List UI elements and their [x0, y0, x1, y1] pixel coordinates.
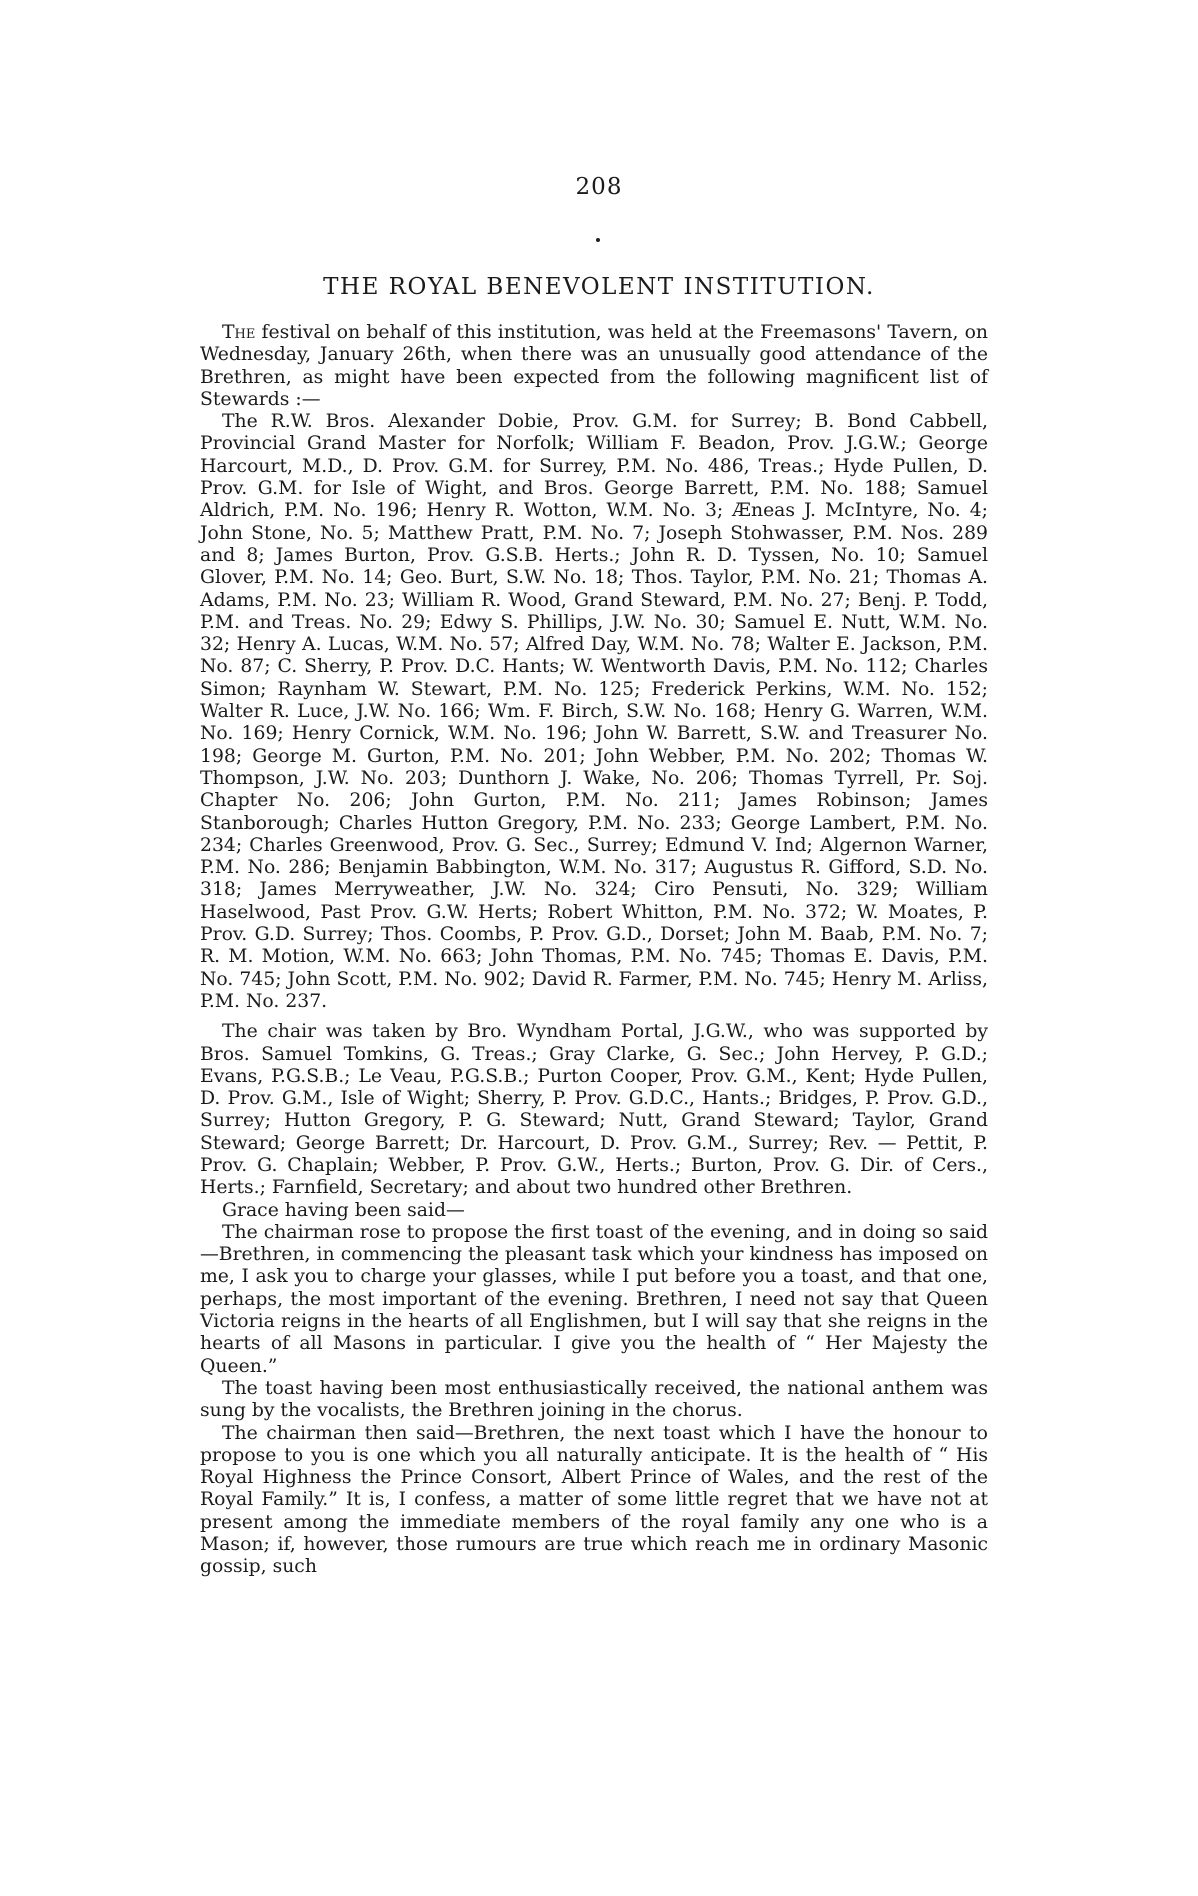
- paragraph: Grace having been said—: [222, 1199, 465, 1221]
- paragraph: The chair was taken by Bro. Wyndham Portal, J.G.W., who was supported by Bros. Samuel Tomkins, G. Treas.; Gray Clarke, G. Sec.; John Hervey, P. G.D.; Evans, P.G.S.B.; Le Veau, P.G.S.B.; Purton Cooper, Prov. G.M., Kent; Hyde Pullen, D. Prov. G.M., Isle of Wight; Sherry, P. Prov. G.D.C., Hants.; Bridges, P. Prov. G.D., Surrey; Hutton Gregory, P. G. Steward; Nutt, Grand Steward; Taylor, Grand Steward; George Barrett; Dr. Harcourt, D. Prov. G.M., Surrey; Rev. — Pettit, P. Prov. G. Chaplain; Webber, P. Prov. G.W., Herts.; Burton, Prov. G. Dir. of Cers., Herts.; Farnfield, Secretary; and about two hundred other Brethren.: [200, 1021, 988, 1199]
- paragraph: The R.W. Bros. Alexander Dobie, Prov. G.M. for Surrey; B. Bond Cabbell, Provincial Grand Master for Norfolk; William F. Beadon, Prov. J.G.W.; George Harcourt, M.D., D. Prov. G.M. for Surrey, P.M. No. 486, Treas.; Hyde Pullen, D. Prov. G.M. for Isle of Wight, and Bros. George Barrett, P.M. No. 188; Samuel Aldrich, P.M. No. 196; Henry R. Wotton, W.M. No. 3; Æneas J. McIntyre, No. 4; John Stone, No. 5; Matthew Pratt, P.M. No. 7; Joseph Stohwasser, P.M. Nos. 289 and 8; James Burton, Prov. G.S.B. Herts.; John R. D. Tyssen, No. 10; Samuel Glover, P.M. No. 14; Geo. Burt, S.W. No. 18; Thos. Taylor, P.M. No. 21; Thomas A. Adams, P.M. No. 23; William R. Wood, Grand Steward, P.M. No. 27; Benj. P. Todd, P.M. and Treas. No. 29; Edwy S. Phillips, J.W. No. 30; Samuel E. Nutt, W.M. No. 32; Henry A. Lucas, W.M. No. 57; Alfred Day, W.M. No. 78; Walter E. Jackson, P.M. No. 87; C. Sherry, P. Prov. D.C. Hants; W. Wentworth Davis, P.M. No. 112; Charles Simon; Raynham W. Stewart, P.M. No. 125; Frederick Perkins, W.M. No. 152; Walter R. Luce, J.W. No. 166; Wm. F. Birch, S.W. No. 168; Henry G. Warren, W.M. No. 169; Henry Cornick, W.M. No. 196; John W. Barrett, S.W. and Treasurer No. 198; George M. Gurton, P.M. No. 201; John Webber, P.M. No. 202; Thomas W. Thompson, J.W. No. 203; Dunthorn J. Wake, No. 206; Thomas Tyrrell, Pr. Soj. Chapter No. 206; John Gurton, P.M. No. 211; James Robinson; James Stanborough; Charles Hutton Gregory, P.M. No. 233; George Lambert, P.M. No. 234; Charles Greenwood, Prov. G. Sec., Surrey; Edmund V. Ind; Algernon Warner, P.M. No. 286; Benjamin Babbington, W.M. No. 317; Augustus R. Gifford, S.D. No. 318; James Merryweather, J.W. No. 324; Ciro Pensuti, No. 329; William Haselwood, Past Prov. G.W. Herts; Robert Whitton, P.M. No. 372; W. Moates, P. Prov. G.D. Surrey; Thos. Coombs, P. Prov. G.D., Dorset; John M. Baab, P.M. No. 7; R. M. Motion, W.M. No. 663; John Thomas, P.M. No. 745; Thomas E. Davis, P.M. No. 745; John Scott, P.M. No. 902; David R. Farmer, P.M. No. 745; Henry M. Arliss, P.M. No. 237.: [200, 411, 988, 1012]
- paragraph: The chairman then said—Brethren, the next toast which I have the honour to propose to you is one which you all naturally anticipate. It is the health of “ His Royal Highness the Prince Consort, Albert Prince of Wales, and the rest of the Royal Family.” It is, I confess, a matter of some little regret that we have not at present among the immediate members of the royal family any one who is a Mason; if, however, those rumours are true which reach me in ordinary Masonic gossip, such: [200, 1422, 988, 1578]
- ornament-dot: [596, 238, 600, 242]
- paragraph: The chairman rose to propose the first toast of the evening, and in doing so said—Brethren, in commencing the pleasant task which your kindness has imposed on me, I ask you to charge your glasses, while I put before you a toast, and that one, perhaps, the most important of the evening. Brethren, I need not say that Queen Victoria reigns in the hearts of all Englishmen, but I will say that she reigns in the hearts of all Masons in particular. I give you the health of “ Her Majesty the Queen.”: [200, 1221, 988, 1377]
- page-number: 208: [575, 174, 623, 200]
- article-body: [200, 322, 988, 1579]
- article-title: THE ROYAL BENEVOLENT INSTITUTION.: [323, 274, 875, 300]
- paragraph: [200, 322, 988, 411]
- paragraph-text: festival on behalf of this institution, was held at the Freemasons' Tavern, on Wednesday, January 26th, when there was an unusually good attendance of the Brethren, as might have been expected from the following magnificent list of Stewards :—: [200, 322, 988, 410]
- paragraph-lead-word: The: [222, 322, 256, 343]
- paragraph: The toast having been most enthusiastically received, the national anthem was sung by the vocalists, the Brethren joining in the chorus.: [200, 1377, 988, 1422]
